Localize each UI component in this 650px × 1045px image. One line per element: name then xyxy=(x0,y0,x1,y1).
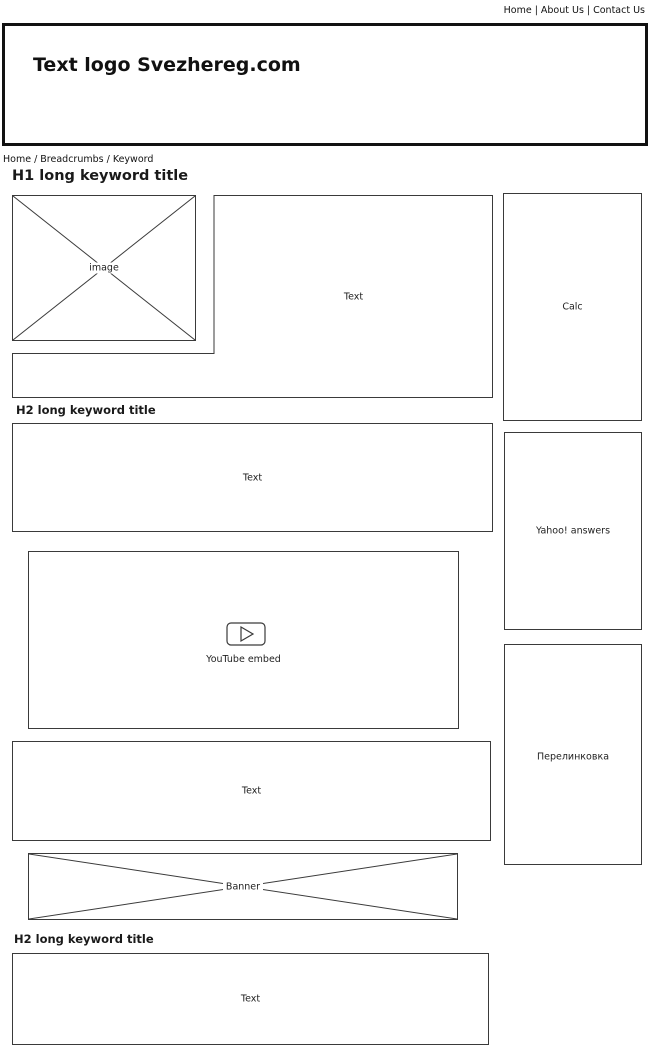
sidebar-yahoo-label: Yahoo! answers xyxy=(535,525,611,537)
section-title-2: H2 long keyword title xyxy=(14,932,154,946)
top-nav xyxy=(504,5,645,16)
banner-placeholder[interactable] xyxy=(28,853,458,920)
text-block-4 xyxy=(12,953,489,1045)
section-title-1: H2 long keyword title xyxy=(16,403,156,417)
text-block-4-label: Text xyxy=(240,993,261,1005)
nav-link-contact[interactable]: Contact Us xyxy=(593,5,645,16)
text-block-3 xyxy=(12,741,491,841)
text-block-2-label: Text xyxy=(242,472,263,483)
image-label-text: image xyxy=(86,263,122,274)
page-title: H1 long keyword title xyxy=(12,168,189,184)
nav-separator: | xyxy=(586,5,591,16)
sidebar-interlinks-label: Перелинковка xyxy=(536,751,610,763)
nav-link-home[interactable]: Home xyxy=(503,5,532,16)
banner-label-text: Banner xyxy=(223,881,263,892)
image-placeholder xyxy=(12,195,196,341)
sidebar-interlinks[interactable] xyxy=(504,644,642,865)
youtube-label: YouTube embed xyxy=(206,654,281,665)
nav-separator: | xyxy=(534,5,538,16)
breadcrumb[interactable]: Home / Breadcrumbs / Keyword xyxy=(3,154,154,165)
sidebar-calc-label: Calc xyxy=(562,301,583,313)
banner-label xyxy=(29,881,457,892)
text-logo[interactable]: Text logo Svezhereg.com xyxy=(33,54,301,76)
sidebar-yahoo-answers[interactable] xyxy=(504,432,642,630)
site-header xyxy=(2,23,648,146)
nav-link-about[interactable]: About Us xyxy=(540,5,584,16)
intro-text-area xyxy=(214,195,493,398)
sidebar-calc[interactable] xyxy=(503,193,642,421)
text-block-2 xyxy=(12,423,493,532)
youtube-embed[interactable] xyxy=(28,551,459,729)
intro-text-label: Text xyxy=(343,291,364,302)
text-block-3-label: Text xyxy=(241,785,262,797)
play-icon[interactable] xyxy=(226,622,266,646)
image-label xyxy=(13,263,195,274)
